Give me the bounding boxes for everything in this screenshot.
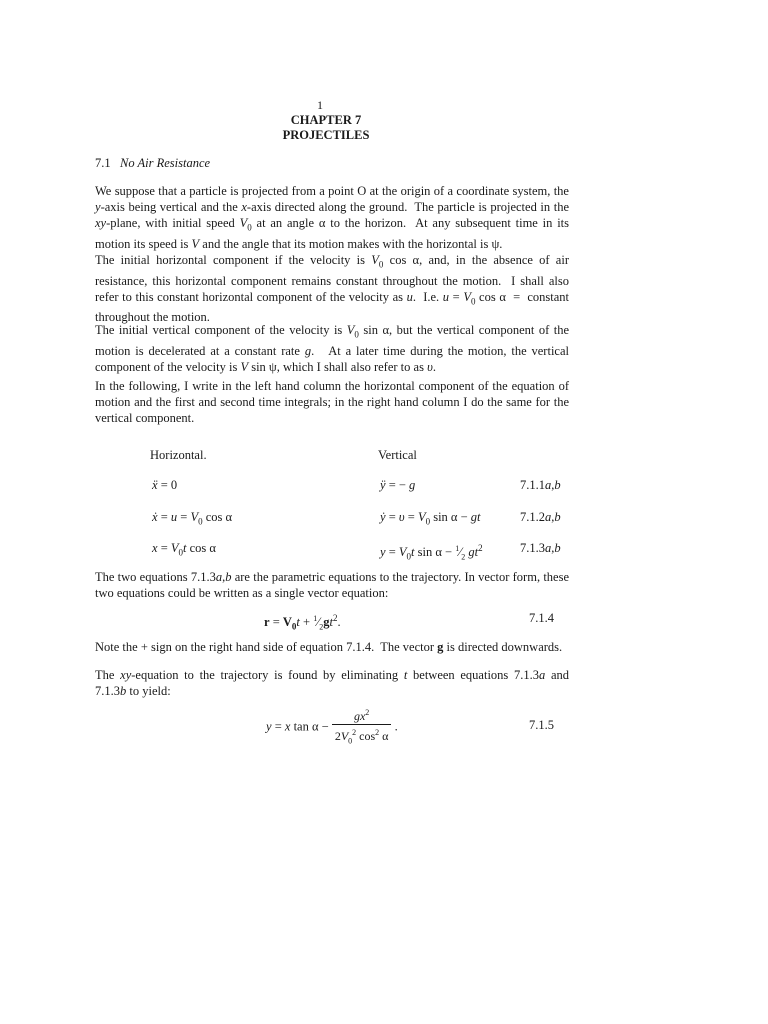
fraction: $\frac{gx^2}{2V_0^2 \cos^2 \alpha}$ bbox=[332, 705, 392, 748]
paragraph-1: We suppose that a particle is projected from a point O at the origin of a coordinate system, the y-axis being vertical and the x-axis directed along the ground. The particle is projected in the xy-plane, with initial speed $V_0$ at an angle α to the horizon. At any subsequent time in its motion its speed is V and the angle that its motion makes with the horizontal is ψ. bbox=[95, 184, 570, 251]
equation-vertical: $y = V_0t$ $\sin \alpha - ^1⁄_2$ $gt^2$ bbox=[380, 543, 483, 562]
paragraph-4: In the following, I write in the left hand column the horizontal component of the equation of motion and the first and second time integrals; in the right hand column I do the same for the vertical component. bbox=[95, 379, 569, 425]
section-title: No Air Resistance bbox=[120, 156, 211, 170]
chapter-heading: CHAPTER 7 bbox=[290, 113, 362, 127]
equation-number: 7.1.2a,b bbox=[520, 510, 561, 524]
column-heading-horizontal: Horizontal. bbox=[150, 448, 207, 462]
page-number: 1 bbox=[317, 98, 323, 112]
chapter-title: PROJECTILES bbox=[282, 128, 370, 142]
equation-number: 7.1.5 bbox=[529, 718, 554, 732]
equation-vertical: ẏ = $\upsilon = V_0$ sin α − gt bbox=[380, 510, 481, 527]
trajectory-equation: y = x tan α − $\frac{gx^2}{2V_0^2 \cos^2 \alpha}$ . bbox=[266, 705, 398, 748]
equation-horizontal: ẋ = $u = V_0$ cos α bbox=[152, 510, 233, 527]
section-number: 7.1 bbox=[95, 156, 111, 170]
vector-equation: $r = V_0t$ + $^1⁄_2gt^2$. bbox=[264, 613, 341, 632]
column-heading-vertical: Vertical bbox=[378, 448, 417, 462]
equation-horizontal: $x = V_0t$ cos α bbox=[152, 541, 216, 558]
equation-number: 7.1.1a,b bbox=[520, 478, 561, 492]
paragraph-3: The initial vertical component of the velocity is $V_0$ sin α, but the vertical component of the motion is decelerated at a constant rate g. At a later time during the motion, the vertical component of the velocity is V sin ψ, which I shall also refer to as υ. bbox=[95, 323, 569, 374]
paragraph-5: The two equations 7.1.3a,b are the parametric equations to the trajectory. In vector form, these two equations could be written as a single vector equation: bbox=[95, 570, 570, 600]
paragraph-7: The xy-equation to the trajectory is found by eliminating t between equations 7.1.3a and 7.1.3b to yield: bbox=[95, 668, 569, 698]
equation-number: 7.1.3a,b bbox=[520, 541, 561, 555]
paragraph-2: The initial horizontal component if the velocity is $V_0$ cos α, and, in the absence of air resistance, this horizontal component remains constant throughout the motion. I shall also refer to this constant horizontal component of the velocity as u. I.e. $u = V_0$ cos α = constant throughout the motion. bbox=[95, 253, 569, 324]
equation-number: 7.1.4 bbox=[529, 611, 554, 625]
equation-horizontal: ẍ = 0 bbox=[152, 478, 178, 492]
section-heading bbox=[95, 155, 210, 171]
equation-vertical: ÿ = − g bbox=[380, 478, 416, 492]
paragraph-6: Note the + sign on the right hand side of equation 7.1.4. The vector g is directed downwards. bbox=[95, 640, 563, 654]
